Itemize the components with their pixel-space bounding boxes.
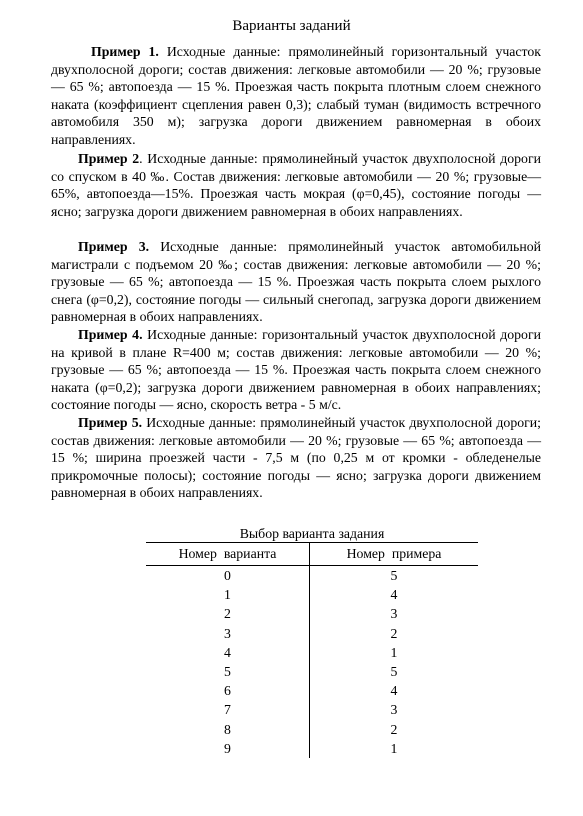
table-row <box>146 624 478 643</box>
example-cell: 3 <box>390 702 398 718</box>
variant-cell: 5 <box>146 662 310 681</box>
example-cell: 5 <box>390 664 398 680</box>
table-row <box>146 566 478 586</box>
example-5 <box>51 414 541 502</box>
table-row <box>146 604 478 623</box>
variant-cell: 8 <box>146 720 310 739</box>
example-4-text: Исходные данные: горизонтальный участок двухполосной дороги на кривой в плане R=400 м; состав движения: легковые автомобили — 20 %; грузовые — 65 %; автопоезда — 15 %. Проезжая часть покрыта слоем снежного наката (φ=0,2); загрузка дороги движением равномерная в обоих направлениях; состояние погоды — ясно, скорость ветра - 5 м/с. <box>51 327 541 413</box>
example-4-label: Пример 4. <box>78 327 143 342</box>
example-cell: 2 <box>390 721 398 737</box>
example-1-text: Исходные данные: прямолинейный горизонтальный участок двухполосной дороги; состав движения: легковые автомобили — 20 %; грузовые — 65 %; автопоезда — 15 %. Проезжая часть покрыта плотным слоем снежного наката (коэффициент сцепления равен 0,3); слабый туман (видимость встречного автомобиля 350 м); загрузка дороги движением равномерная в обоих направлениях. <box>51 44 541 147</box>
table-header-row <box>146 543 478 566</box>
example-3-label: Пример 3. <box>78 239 150 254</box>
page-title: Варианты заданий <box>232 18 351 34</box>
table-row <box>146 585 478 604</box>
example-cell: 2 <box>390 625 398 641</box>
variant-table <box>146 542 478 758</box>
example-1 <box>51 43 541 149</box>
table-row <box>146 662 478 681</box>
variant-cell: 2 <box>146 604 310 623</box>
header-variant-number: Номер варианта <box>146 543 310 566</box>
example-3 <box>51 238 541 326</box>
table-row <box>146 643 478 662</box>
example-2-label: Пример 2 <box>78 151 140 166</box>
example-2-text: . Исходные данные: прямолинейный участок двухполосной дороги со спуском в 40 ‰. Состав движения: легковые автомобили — 20 %; грузовые—65%, автопоезда—15%. Проезжая часть мокрая (φ=0,45), состояние погоды — ясно; загрузка дороги движением равномерная в обоих направлениях. <box>51 151 541 219</box>
variant-cell: 7 <box>146 700 310 719</box>
variant-cell: 6 <box>146 681 310 700</box>
variant-cell: 3 <box>146 624 310 643</box>
variant-cell: 4 <box>146 643 310 662</box>
example-cell: 1 <box>390 644 398 660</box>
table-row <box>146 700 478 719</box>
table-row <box>146 739 478 758</box>
example-1-label: Пример 1. <box>91 44 159 59</box>
table-caption: Выбор варианта задания <box>239 526 385 541</box>
table-row <box>146 681 478 700</box>
variant-cell: 9 <box>146 739 310 758</box>
example-cell: 4 <box>390 587 398 603</box>
header-example-number: Номер примера <box>310 543 479 566</box>
table-row <box>146 720 478 739</box>
example-cell: 5 <box>390 568 398 583</box>
example-cell: 1 <box>390 740 398 756</box>
example-cell: 3 <box>390 606 398 622</box>
example-5-text: Исходные данные: прямолинейный участок двухполосной дороги; состав движения: легковые автомобили — 20 %; грузовые — 65 %; автопоезда — 15 %; ширина проезжей части - 7,5 м (по 0,25 м от кромки - обледенелые прикромочные полосы); состояние погоды — ясно; загрузка дороги движением равномерная в обоих направлениях. <box>51 415 541 501</box>
variant-cell: 0 <box>146 566 310 586</box>
example-4 <box>51 326 541 414</box>
example-cell: 4 <box>390 683 398 699</box>
variant-cell: 1 <box>146 585 310 604</box>
example-3-text: Исходные данные: прямолинейный участок автомобильной магистрали с подъемом 20 ‰; состав движения: легковые автомобили — 20 %; грузовые — 65 %; автопоезда — 15 %. Проезжая часть покрыта слоем рыхлого снега (φ=0,2), состояние погоды — сильный снегопад, загрузка дороги движением равномерная в обоих направлениях. <box>51 239 541 325</box>
example-2 <box>51 150 541 220</box>
example-5-label: Пример 5. <box>78 415 143 430</box>
